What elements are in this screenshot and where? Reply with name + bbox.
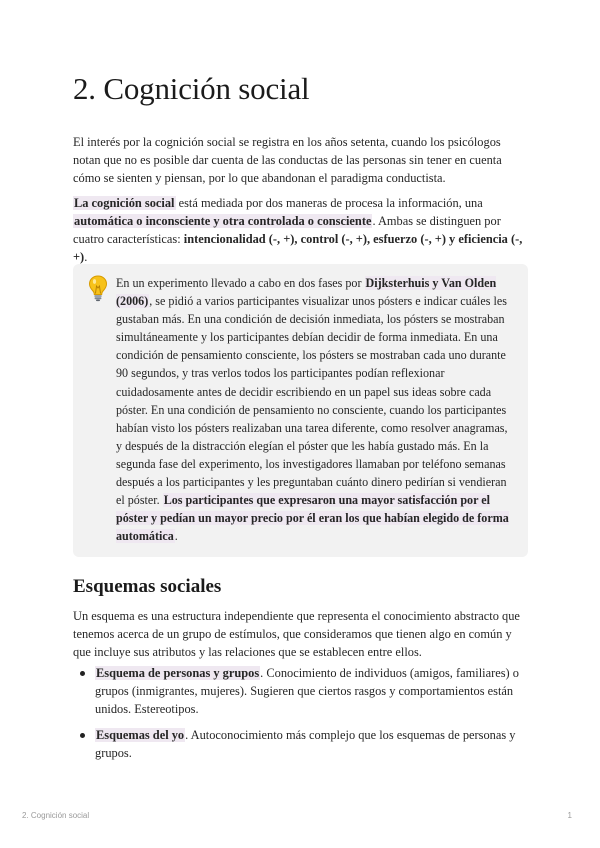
bullet-dot (80, 733, 85, 738)
bullet-dot (80, 671, 85, 676)
text-run: . Ambas se distinguen por cuatro características: (73, 214, 501, 246)
page-number: 1 (567, 811, 572, 820)
term-cognicion-social: La cognición social (74, 196, 175, 210)
term-processing-modes: automática o inconsciente y otra controlada o consciente (74, 214, 372, 228)
callout-text (116, 274, 511, 545)
text-run: , se pidió a varios participantes visualizar unos pósters e indicar cuáles les gustaban más. En una condición de decisión inmediata, los pósters se mostraban simultáneamente y los participantes debían decidir de forma inmediata. En una condición de pensamiento consciente, los pósters se mostraban cada uno durante 90 segundos, y tras verlos todos los participantes podían reflexionar cuidadosamente antes de decidir escribiendo en un papel sus ideas sobre cada póster. En una condición de pensamiento no consciente, cuando los participantes habían visto los pósters realizaban una tarea diferente, como resolver anagramas, y después de la distracción elegían el póster que les había gustado más. En la segunda fase del experimento, los investigadores llamaban por teléfono semanas después a los participantes y les preguntaban cuánto dinero pedirían si vendieran el póster. (116, 294, 508, 508)
callout-conclusion: Los participantes que expresaron una mayor satisfacción por el póster y pedían un mayor precio por él eran los que habían elegido de forma automática (116, 493, 509, 544)
text-run: . (84, 250, 88, 264)
term-characteristics: intencionalidad (-, +), control (-, +), esfuerzo (-, +) y eficiencia (-, +) (73, 232, 523, 264)
intro-paragraph: El interés por la cognición social se registra en los años setenta, cuando los psicólogos notan que no es posible dar cuenta de las conductas de las personas sin tener en cuenta cómo se sienten y piensan, por lo que abandonan el paradigma conductista. (73, 135, 502, 185)
text-run: En un experimento llevado a cabo en dos fases por (116, 276, 365, 290)
page-title: 2. Cognición social (73, 71, 310, 106)
reference-citation: Dijksterhuis y Van Olden (2006) (116, 276, 497, 309)
cognition-paragraph (73, 194, 531, 266)
list-item-text: . Autoconocimiento más complejo que los esquemas de personas y grupos. (95, 728, 516, 760)
schema-list (73, 664, 531, 770)
text-run: . (174, 529, 178, 544)
schema-definition-paragraph: Un esquema es una estructura independiente que representa el conocimiento abstracto que tenemos acerca de un grupo de estímulos, que consideramos que tienen algo en común y que incluye sus atributos y las relaciones que se establecen entre ellos. (73, 609, 520, 659)
footer-title: 2. Cognición social (22, 811, 90, 820)
list-item (73, 726, 531, 762)
experiment-callout (73, 264, 528, 557)
section-heading: Esquemas sociales (73, 576, 222, 597)
list-item (73, 664, 531, 718)
list-item-text: . Conocimiento de individuos (amigos, familiares) o grupos (inmigrantes, mujeres). Sugieren que ciertos rasgos y comportamientos están unidos. Estereotipos. (95, 666, 519, 716)
list-item-term: Esquema de personas y grupos (96, 666, 260, 680)
list-item-term: Esquemas del yo (96, 728, 185, 742)
text-run: está mediada por dos maneras de procesa la información, una (175, 196, 483, 210)
lightbulb-icon (87, 274, 109, 302)
